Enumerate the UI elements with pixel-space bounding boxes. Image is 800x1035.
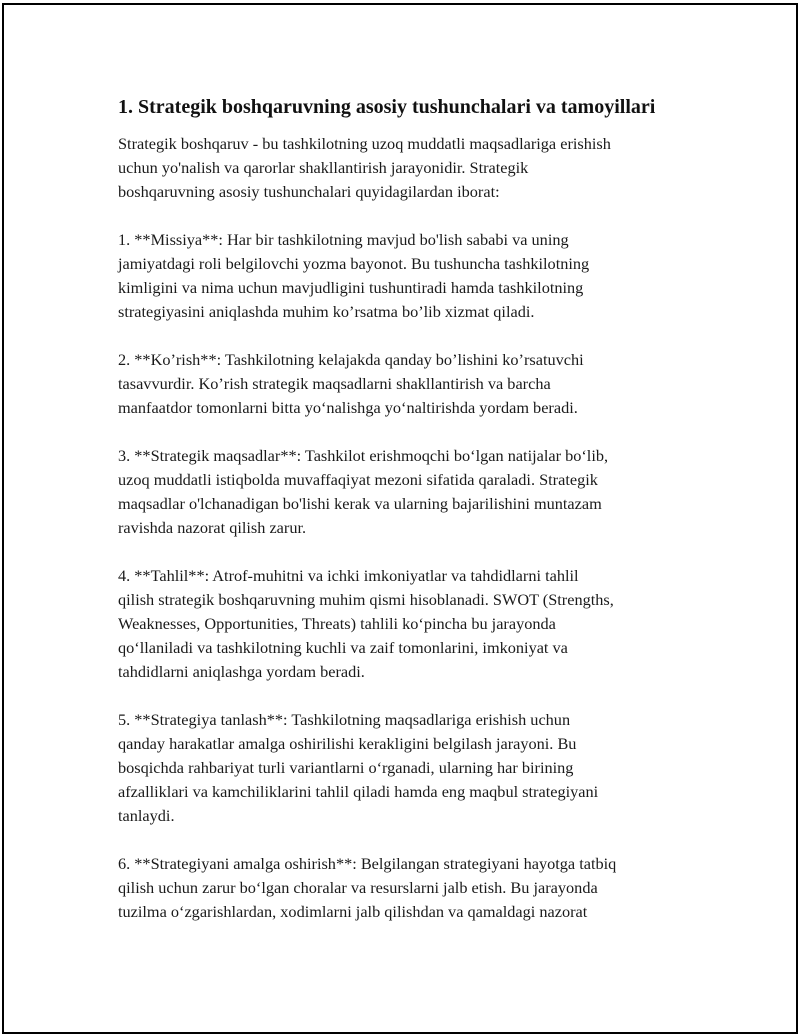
text-line: ravishda nazorat qilish zarur. [118,518,307,537]
document-body [118,93,688,948]
paragraph-missiya [118,228,688,324]
text-line: 2. **Ko’rish**: Tashkilotning kelajakda qanday bo’lishini ko’rsatuvchi [118,350,584,369]
paragraph-intro [118,132,688,204]
paragraph-amalga-oshirish [118,852,688,924]
text-line: bosqichda rahbariyat turli variantlarni o‘rganadi, ularning har birining [118,758,574,777]
text-line: uchun yo'nalish va qarorlar shakllantirish jarayonidir. Strategik [118,158,529,177]
document-title: 1. Strategik boshqaruvning asosiy tushunchalari va tamoyillari [118,96,656,118]
text-line: boshqaruvning asosiy tushunchalari quyidagilardan iborat: [118,182,500,201]
text-line: tahdidlarni aniqlashga yordam beradi. [118,662,365,681]
text-line: jamiyatdagi roli belgilovchi yozma bayonot. Bu tushuncha tashkilotning [118,254,590,273]
text-line: tasavvurdir. Ko’rish strategik maqsadlarni shakllantirish va barcha [118,374,551,393]
text-line: qo‘llaniladi va tashkilotning kuchli va zaif tomonlarini, imkoniyat va [118,638,568,657]
text-line: qanday harakatlar amalga oshirilishi kerakligini belgilash jarayoni. Bu [118,734,577,753]
paragraph-korish [118,348,688,420]
text-line: Strategik boshqaruv - bu tashkilotning uzoq muddatli maqsadlariga erishish [118,134,611,153]
paragraph-strategik-maqsadlar [118,444,688,540]
text-line: afzalliklari va kamchiliklarini tahlil qiladi hamda eng maqbul strategiyani [118,782,599,801]
text-line: 3. **Strategik maqsadlar**: Tashkilot erishmoqchi bo‘lgan natijalar bo‘lib, [118,446,609,465]
text-line: tuzilma o‘zgarishlardan, xodimlarni jalb qilishdan va qamaldagi nazorat [118,902,588,921]
text-line: Weaknesses, Opportunities, Threats) tahlili ko‘pincha bu jarayonda [118,614,556,633]
text-line: kimligini va nima uchun mavjudligini tushuntiradi hamda tashkilotning [118,278,584,297]
text-line: uzoq muddatli istiqbolda muvaffaqiyat mezoni sifatida qaraladi. Strategik [118,470,598,489]
text-line: maqsadlar o'lchanadigan bo'lishi kerak va ularning bajarilishini muntazam [118,494,602,513]
text-line: manfaatdor tomonlarni bitta yo‘nalishga yo‘naltirishda yordam beradi. [118,398,578,417]
text-line: strategiyasini aniqlashda muhim ko’rsatma bo’lib xizmat qiladi. [118,302,535,321]
paragraph-strategiya-tanlash [118,708,688,828]
text-line: 4. **Tahlil**: Atrof-muhitni va ichki imkoniyatlar va tahdidlarni tahlil [118,566,579,585]
text-line: 6. **Strategiyani amalga oshirish**: Belgilangan strategiyani hayotga tatbiq [118,854,617,873]
text-line: tanlaydi. [118,806,175,825]
paragraph-tahlil [118,564,688,684]
text-line: qilish strategik boshqaruvning muhim qismi hisoblanadi. SWOT (Strengths, [118,590,614,609]
text-line: 5. **Strategiya tanlash**: Tashkilotning maqsadlariga erishish uchun [118,710,571,729]
text-line: 1. **Missiya**: Har bir tashkilotning mavjud bo'lish sababi va uning [118,230,569,249]
text-line: qilish uchun zarur bo‘lgan choralar va resurslarni jalb etish. Bu jarayonda [118,878,598,897]
